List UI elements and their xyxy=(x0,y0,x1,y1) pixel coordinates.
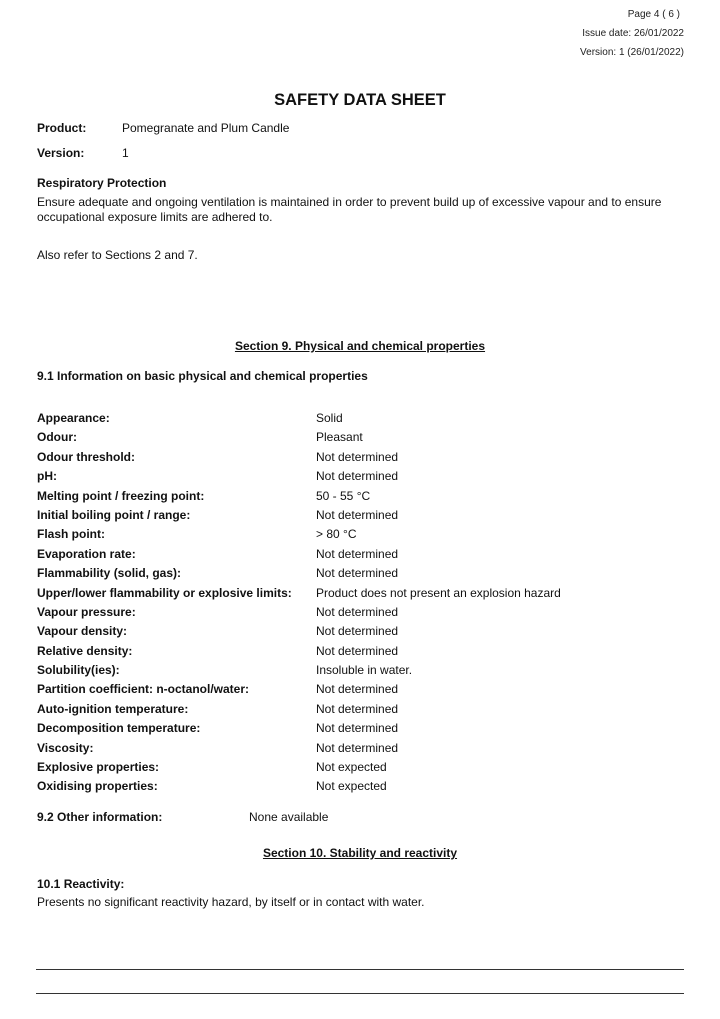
respiratory-heading: Respiratory Protection xyxy=(37,176,167,190)
page-number: Page 4 ( 6 ) xyxy=(627,9,680,20)
property-row xyxy=(37,469,657,488)
property-label: Odour: xyxy=(37,430,77,445)
property-row xyxy=(37,760,657,779)
property-label: Explosive properties: xyxy=(37,760,160,775)
property-label: Upper/lower flammability or explosive limits: xyxy=(37,585,292,600)
property-value: Not determined xyxy=(316,682,399,697)
version-value: 1 xyxy=(122,146,129,160)
section10-heading: Section 10. Stability and reactivity xyxy=(262,846,458,860)
property-label: Melting point / freezing point: xyxy=(37,488,205,503)
property-label: Odour threshold: xyxy=(37,449,135,464)
property-label: Auto-ignition temperature: xyxy=(37,701,189,716)
property-value: Product does not present an explosion hazard xyxy=(316,585,561,600)
property-label: Initial boiling point / range: xyxy=(37,507,191,522)
property-row xyxy=(37,741,657,760)
property-label: Solubility(ies): xyxy=(37,663,120,678)
property-value: Not determined xyxy=(316,624,399,639)
property-label: Flash point: xyxy=(37,527,105,542)
property-label: Vapour density: xyxy=(37,624,128,639)
other-info-value: None available xyxy=(249,810,329,824)
property-value: Not determined xyxy=(316,469,399,484)
property-row xyxy=(37,547,657,566)
property-row xyxy=(37,586,657,605)
footer-divider-bottom xyxy=(36,993,684,994)
document-title: SAFETY DATA SHEET xyxy=(274,91,446,109)
reactivity-heading: 10.1 Reactivity: xyxy=(37,877,125,891)
section9-heading: Section 9. Physical and chemical properties xyxy=(234,339,486,353)
property-row xyxy=(37,779,657,798)
property-value: Not determined xyxy=(316,701,399,716)
footer-divider-top xyxy=(36,969,684,970)
property-row xyxy=(37,605,657,624)
property-value: Not expected xyxy=(316,760,387,775)
property-row xyxy=(37,450,657,469)
property-value: Not expected xyxy=(316,779,387,794)
property-label: Partition coefficient: n-octanol/water: xyxy=(37,682,250,697)
property-label: Oxidising properties: xyxy=(37,779,158,794)
property-row xyxy=(37,527,657,546)
respiratory-text: Ensure adequate and ongoing ventilation is maintained in order to prevent build up of excessive vapour and to ensure occupational exposure limits are adhered to. xyxy=(37,195,662,224)
version-info: Version: 1 (26/01/2022) xyxy=(580,47,684,58)
property-value: Not determined xyxy=(316,604,399,619)
reactivity-text: Presents no significant reactivity hazard, by itself or in contact with water. xyxy=(37,895,425,909)
property-row xyxy=(37,566,657,585)
section9-1-heading: 9.1 Information on basic physical and chemical properties xyxy=(37,369,368,383)
property-row xyxy=(37,644,657,663)
property-row xyxy=(37,489,657,508)
property-value: 50 - 55 °C xyxy=(316,488,371,503)
property-row xyxy=(37,624,657,643)
property-row xyxy=(37,508,657,527)
property-label: Decomposition temperature: xyxy=(37,721,201,736)
property-value: > 80 °C xyxy=(316,527,357,542)
refer-text: Also refer to Sections 2 and 7. xyxy=(37,248,198,262)
property-row xyxy=(37,721,657,740)
property-value: Not determined xyxy=(316,740,399,755)
property-value: Insoluble in water. xyxy=(316,663,413,678)
property-value: Not determined xyxy=(316,449,399,464)
properties-table xyxy=(37,411,657,799)
property-value: Not determined xyxy=(316,721,399,736)
property-value: Not determined xyxy=(316,566,399,581)
property-row xyxy=(37,411,657,430)
property-row xyxy=(37,430,657,449)
version-label: Version: xyxy=(37,146,85,160)
property-value: Not determined xyxy=(316,546,399,561)
property-value: Not determined xyxy=(316,507,399,522)
property-row xyxy=(37,682,657,701)
property-value: Solid xyxy=(316,411,343,425)
property-label: Relative density: xyxy=(37,643,133,658)
property-label: Vapour pressure: xyxy=(37,604,136,619)
property-row xyxy=(37,702,657,721)
property-label: Evaporation rate: xyxy=(37,546,136,561)
property-label: Flammability (solid, gas): xyxy=(37,566,182,581)
product-value: Pomegranate and Plum Candle xyxy=(122,121,290,135)
property-value: Not determined xyxy=(316,643,399,658)
property-label: pH: xyxy=(37,469,57,484)
property-label: Appearance: xyxy=(37,411,110,425)
other-info-label: 9.2 Other information: xyxy=(37,810,163,824)
property-label: Viscosity: xyxy=(37,740,94,755)
issue-date: Issue date: 26/01/2022 xyxy=(582,28,684,39)
property-row xyxy=(37,663,657,682)
product-label: Product: xyxy=(37,121,87,135)
property-value: Pleasant xyxy=(316,430,363,445)
